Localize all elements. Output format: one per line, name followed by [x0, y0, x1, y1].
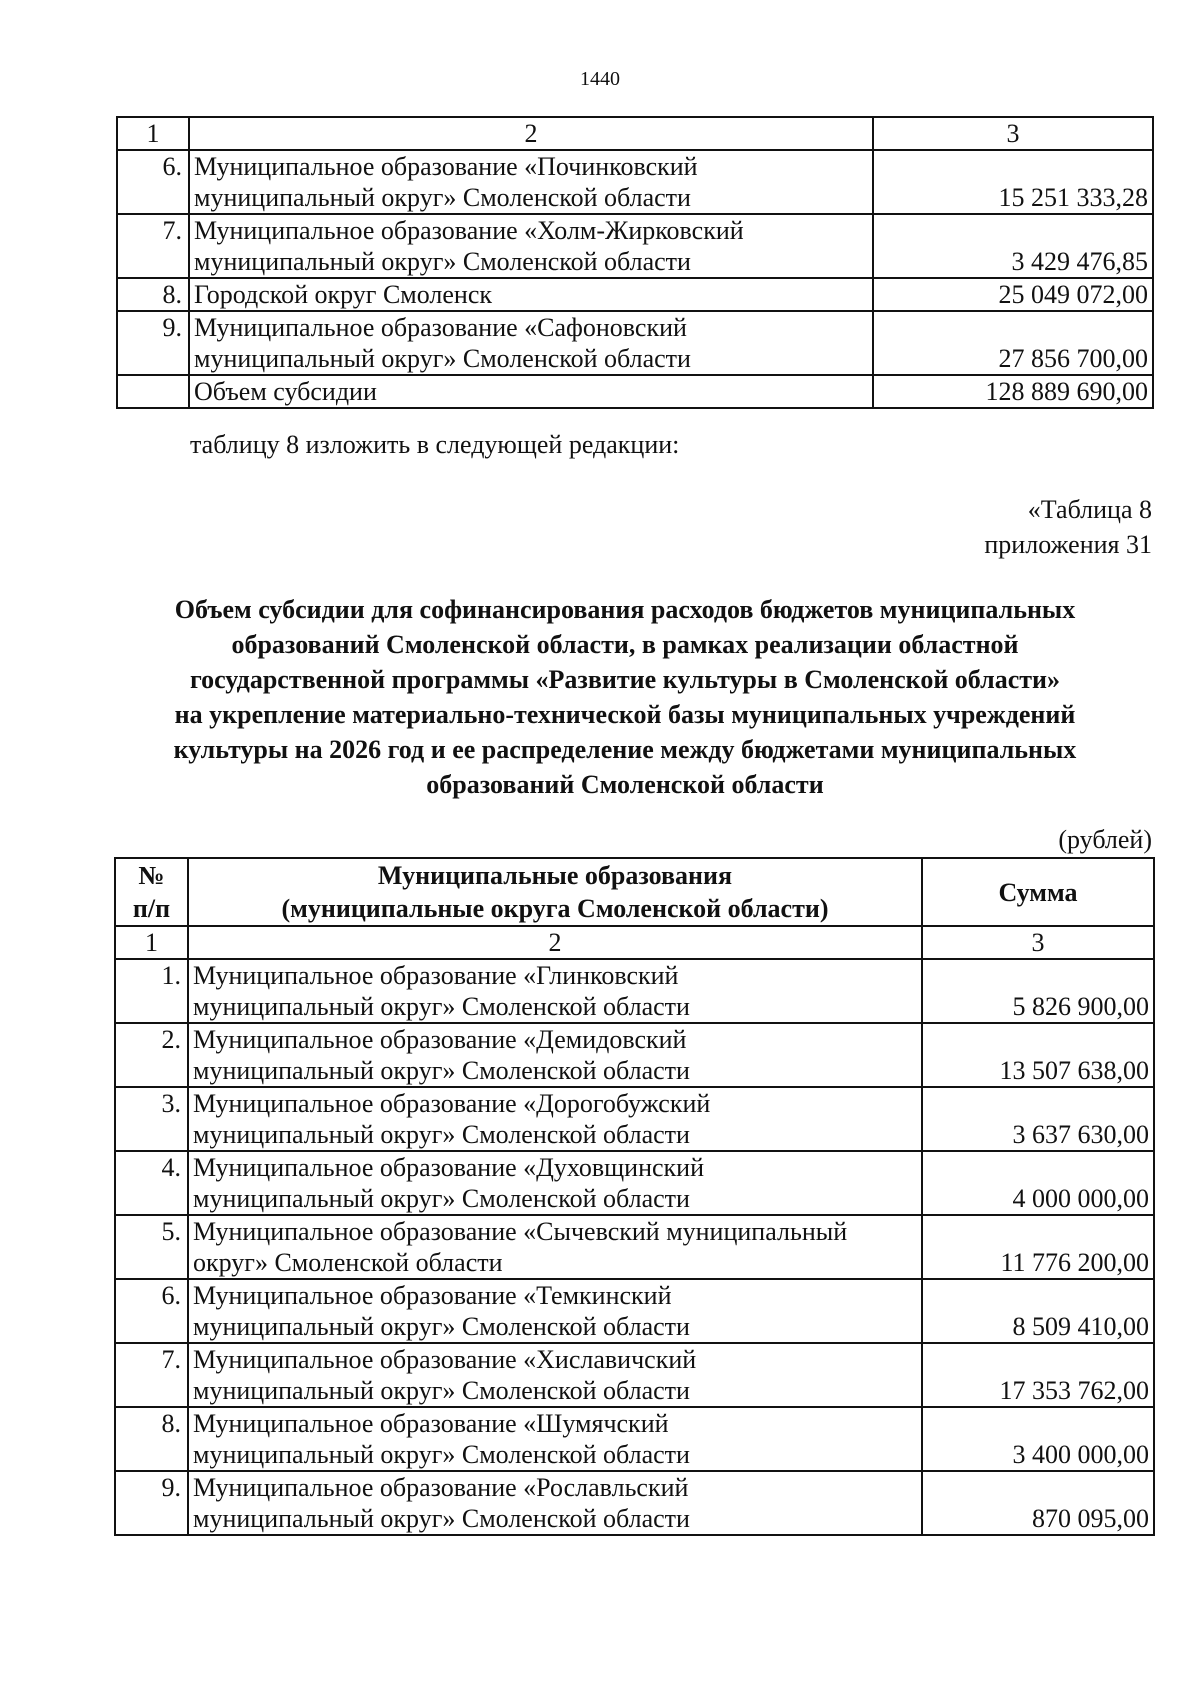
municipality-name: Муниципальное образование «Демидовский муниципальный округ» Смоленской области — [188, 1023, 922, 1087]
caption-appendix: приложения 31 — [984, 530, 1152, 559]
subsidy-distribution-table — [114, 857, 1155, 1536]
row-number: 4. — [115, 1151, 188, 1215]
title-line: на укрепление материально-технической базы муниципальных учреждений — [174, 700, 1076, 729]
title-line: образований Смоленской области — [426, 770, 824, 799]
table-row — [115, 1471, 1154, 1535]
table-index-row — [115, 926, 1154, 959]
column-index: 3 — [873, 117, 1153, 150]
subsidy-amount: 3 429 476,85 — [873, 214, 1153, 278]
table-row — [115, 1407, 1154, 1471]
row-number: 6. — [117, 150, 189, 214]
total-amount: 128 889 690,00 — [873, 375, 1153, 408]
row-number: 7. — [115, 1343, 188, 1407]
title-line: образований Смоленской области, в рамках реализации областной — [231, 630, 1019, 659]
table-row — [117, 214, 1153, 278]
municipality-name: Муниципальное образование «Темкинский муниципальный округ» Смоленской области — [188, 1279, 922, 1343]
municipality-name: Муниципальное образование «Починковский муниципальный округ» Смоленской области — [189, 150, 873, 214]
table-header-row — [115, 858, 1154, 926]
row-number: 2. — [115, 1023, 188, 1087]
table-row — [117, 278, 1153, 311]
subsidy-amount: 3 400 000,00 — [922, 1407, 1154, 1471]
row-number: 9. — [117, 311, 189, 375]
previous-subsidy-table — [116, 116, 1154, 409]
column-index: 2 — [188, 926, 922, 959]
instruction-text: таблицу 8 изложить в следующей редакции: — [190, 430, 680, 459]
table-row — [115, 959, 1154, 1023]
subsidy-amount: 4 000 000,00 — [922, 1151, 1154, 1215]
header-sum: Сумма — [922, 858, 1154, 926]
municipality-name: Муниципальное образование «Дорогобужский муниципальный округ» Смоленской области — [188, 1087, 922, 1151]
table-caption — [984, 492, 1152, 562]
table-row — [115, 1215, 1154, 1279]
units-label: (рублей) — [1058, 825, 1152, 854]
table-row — [115, 1087, 1154, 1151]
column-index: 2 — [189, 117, 873, 150]
municipality-name: Муниципальное образование «Сычевский муниципальный округ» Смоленской области — [188, 1215, 922, 1279]
subsidy-amount: 8 509 410,00 — [922, 1279, 1154, 1343]
municipality-name: Городской округ Смоленск — [189, 278, 873, 311]
municipality-name: Муниципальное образование «Хиславичский муниципальный округ» Смоленской области — [188, 1343, 922, 1407]
row-number: 7. — [117, 214, 189, 278]
caption-table-number: «Таблица 8 — [1027, 495, 1152, 524]
total-row — [117, 375, 1153, 408]
row-number: 1. — [115, 959, 188, 1023]
table-row — [117, 311, 1153, 375]
table-title — [100, 592, 1150, 802]
page-number: 1440 — [580, 68, 620, 90]
table-row — [115, 1279, 1154, 1343]
empty-cell — [117, 375, 189, 408]
row-number: 9. — [115, 1471, 188, 1535]
subsidy-amount: 5 826 900,00 — [922, 959, 1154, 1023]
table-index-row — [117, 117, 1153, 150]
subsidy-amount: 17 353 762,00 — [922, 1343, 1154, 1407]
table-row — [115, 1023, 1154, 1087]
column-index: 3 — [922, 926, 1154, 959]
column-index: 1 — [117, 117, 189, 150]
subsidy-amount: 13 507 638,00 — [922, 1023, 1154, 1087]
municipality-name: Муниципальное образование «Рославльский муниципальный округ» Смоленской области — [188, 1471, 922, 1535]
municipality-name: Муниципальное образование «Шумячский муниципальный округ» Смоленской области — [188, 1407, 922, 1471]
row-number: 8. — [117, 278, 189, 311]
table-row — [115, 1343, 1154, 1407]
subsidy-amount: 870 095,00 — [922, 1471, 1154, 1535]
title-line: государственной программы «Развитие культуры в Смоленской области» — [189, 665, 1061, 694]
table-row — [117, 150, 1153, 214]
subsidy-amount: 15 251 333,28 — [873, 150, 1153, 214]
row-number: 6. — [115, 1279, 188, 1343]
municipality-name: Муниципальное образование «Сафоновский муниципальный округ» Смоленской области — [189, 311, 873, 375]
subsidy-amount: 11 776 200,00 — [922, 1215, 1154, 1279]
subsidy-amount: 25 049 072,00 — [873, 278, 1153, 311]
municipality-name: Муниципальное образование «Духовщинский муниципальный округ» Смоленской области — [188, 1151, 922, 1215]
row-number: 8. — [115, 1407, 188, 1471]
title-line: культуры на 2026 год и ее распределение между бюджетами муниципальных — [173, 735, 1077, 764]
title-line: Объем субсидии для софинансирования расходов бюджетов муниципальных — [174, 595, 1076, 624]
subsidy-amount: 27 856 700,00 — [873, 311, 1153, 375]
header-municipalities: Муниципальные образования (муниципальные округа Смоленской области) — [188, 858, 922, 926]
row-number: 3. — [115, 1087, 188, 1151]
table-row — [115, 1151, 1154, 1215]
total-label: Объем субсидии — [189, 375, 873, 408]
municipality-name: Муниципальное образование «Глинковский муниципальный округ» Смоленской области — [188, 959, 922, 1023]
header-number: № п/п — [115, 858, 188, 926]
column-index: 1 — [115, 926, 188, 959]
municipality-name: Муниципальное образование «Холм-Жирковский муниципальный округ» Смоленской области — [189, 214, 873, 278]
subsidy-amount: 3 637 630,00 — [922, 1087, 1154, 1151]
row-number: 5. — [115, 1215, 188, 1279]
